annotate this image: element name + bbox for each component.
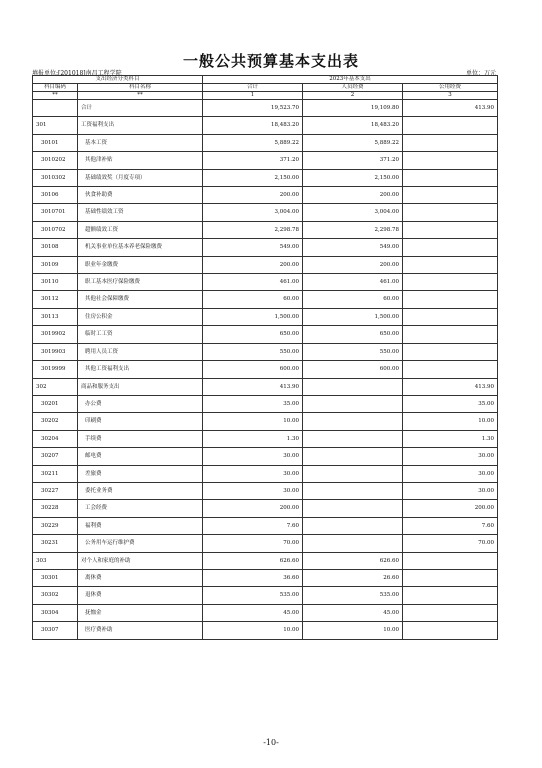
cell-public: 30.00 [403,465,498,482]
cell-code: 30227 [33,482,78,499]
cell-total: 5,889.22 [203,134,303,151]
cell-public: 200.00 [403,500,498,517]
cell-personnel: 10.00 [303,622,403,639]
cell-name: 医疗费补助 [78,622,203,639]
cell-total: 60.00 [203,291,303,308]
cell-total: 650.00 [203,326,303,343]
cell-name: 离休费 [78,569,203,586]
header-basic-expenditure-year: 2023年基本支出 [203,76,498,84]
table-row [33,413,498,430]
cell-code: 303 [33,552,78,569]
cell-name: 工资福利支出 [78,117,203,134]
header-total: 合计 [203,84,303,92]
cell-code: 30110 [33,274,78,291]
cell-code: 30201 [33,395,78,412]
cell-code: 3019902 [33,326,78,343]
cell-personnel [303,535,403,552]
table-row [33,117,498,134]
cell-public: 10.00 [403,413,498,430]
header-columns-row [33,84,498,92]
cell-code: 30301 [33,569,78,586]
cell-public [403,361,498,378]
cell-total: 18,483.20 [203,117,303,134]
cell-personnel: 550.00 [303,343,403,360]
cell-code: 30109 [33,256,78,273]
cell-public [403,552,498,569]
cell-code: 30108 [33,239,78,256]
cell-public [403,587,498,604]
cell-code: 3010702 [33,221,78,238]
cell-public [403,308,498,325]
cell-name: 职业年金缴费 [78,256,203,273]
cell-total: 36.60 [203,569,303,586]
cell-personnel: 650.00 [303,326,403,343]
cell-personnel: 2,298.78 [303,221,403,238]
cell-code: 302 [33,378,78,395]
cell-personnel: 45.00 [303,604,403,621]
table-row [33,395,498,412]
cell-code: 3019903 [33,343,78,360]
cell-name: 抚恤金 [78,604,203,621]
cell-total: 10.00 [203,413,303,430]
cell-public: 30.00 [403,482,498,499]
mark-code: ** [33,92,78,100]
cell-name: 住房公积金 [78,308,203,325]
budget-table [32,75,498,640]
table-row [33,430,498,447]
header-public: 公用经费 [403,84,498,92]
cell-code: 3010302 [33,169,78,186]
cell-public: 413.90 [403,378,498,395]
table-row [33,308,498,325]
cell-name: 商品和服务支出 [78,378,203,395]
cell-personnel: 626.60 [303,552,403,569]
table-row [33,326,498,343]
cell-name: 其他社会保障缴费 [78,291,203,308]
table-row [33,134,498,151]
cell-personnel: 600.00 [303,361,403,378]
cell-personnel: 19,109.80 [303,100,403,117]
page-number: -10- [263,738,279,747]
mark-total: 1 [203,92,303,100]
cell-personnel: 1,500.00 [303,308,403,325]
cell-public [403,604,498,621]
cell-name: 手续费 [78,430,203,447]
currency-unit: 单位：万元 [465,70,496,77]
cell-name: 聘用人员工资 [78,343,203,360]
cell-public [403,187,498,204]
cell-public [403,569,498,586]
table-row [33,604,498,621]
cell-code: 30228 [33,500,78,517]
cell-code: 30307 [33,622,78,639]
table-row [33,152,498,169]
cell-code: 30229 [33,517,78,534]
table-row [33,274,498,291]
cell-personnel [303,448,403,465]
cell-personnel: 549.00 [303,239,403,256]
cell-name: 其他津补贴 [78,152,203,169]
cell-public [403,117,498,134]
cell-total: 549.00 [203,239,303,256]
cell-public: 35.00 [403,395,498,412]
cell-personnel: 2,150.00 [303,169,403,186]
table-row [33,448,498,465]
table-row [33,221,498,238]
cell-total: 10.00 [203,622,303,639]
table-row [33,187,498,204]
cell-total: 550.00 [203,343,303,360]
table-row [33,482,498,499]
cell-total: 200.00 [203,256,303,273]
cell-public [403,343,498,360]
cell-name: 基础性绩效工资 [78,204,203,221]
cell-personnel: 60.00 [303,291,403,308]
cell-total: 30.00 [203,482,303,499]
cell-public: 1.30 [403,430,498,447]
cell-public: 413.90 [403,100,498,117]
table-row [33,378,498,395]
cell-public [403,622,498,639]
cell-personnel [303,413,403,430]
table-body [33,100,498,640]
cell-personnel: 200.00 [303,187,403,204]
cell-name: 其他工资福利支出 [78,361,203,378]
cell-public [403,256,498,273]
cell-total: 535.00 [203,587,303,604]
cell-code: 30302 [33,587,78,604]
cell-name: 公务用车运行维护费 [78,535,203,552]
cell-total: 30.00 [203,465,303,482]
cell-total: 600.00 [203,361,303,378]
cell-code: 30202 [33,413,78,430]
cell-name: 临时工工资 [78,326,203,343]
cell-name: 基础绩效奖（月度专项） [78,169,203,186]
table-row [33,517,498,534]
cell-code: 30204 [33,430,78,447]
cell-code [33,100,78,117]
header-economic-classification: 支出经济分类科目 [33,76,203,84]
cell-code: 30304 [33,604,78,621]
cell-personnel: 26.60 [303,569,403,586]
cell-personnel [303,517,403,534]
cell-total: 200.00 [203,187,303,204]
header-marks-row [33,92,498,100]
cell-personnel: 200.00 [303,256,403,273]
cell-name: 印刷费 [78,413,203,430]
cell-code: 301 [33,117,78,134]
cell-total: 1,500.00 [203,308,303,325]
table-row [33,256,498,273]
cell-code: 30207 [33,448,78,465]
cell-public [403,169,498,186]
cell-code: 30231 [33,535,78,552]
cell-personnel [303,395,403,412]
cell-public: 30.00 [403,448,498,465]
cell-public [403,152,498,169]
cell-total: 3,004.00 [203,204,303,221]
cell-name: 办公费 [78,395,203,412]
cell-personnel: 18,483.20 [303,117,403,134]
header-group-row [33,76,498,84]
table-row [33,622,498,639]
cell-personnel: 5,889.22 [303,134,403,151]
cell-name: 伙食补助费 [78,187,203,204]
cell-total: 35.00 [203,395,303,412]
table-row [33,239,498,256]
cell-public [403,134,498,151]
cell-total: 461.00 [203,274,303,291]
cell-code: 30211 [33,465,78,482]
mark-name: ** [78,92,203,100]
cell-total: 2,150.00 [203,169,303,186]
cell-total: 200.00 [203,500,303,517]
cell-code: 30112 [33,291,78,308]
cell-personnel: 3,004.00 [303,204,403,221]
cell-public: 7.60 [403,517,498,534]
cell-personnel [303,500,403,517]
cell-name: 机关事业单位基本养老保险缴费 [78,239,203,256]
cell-name: 退休费 [78,587,203,604]
cell-total: 626.60 [203,552,303,569]
cell-name: 福利费 [78,517,203,534]
table-row [33,204,498,221]
cell-personnel [303,482,403,499]
cell-code: 30113 [33,308,78,325]
cell-public [403,239,498,256]
cell-name: 差旅费 [78,465,203,482]
cell-personnel: 461.00 [303,274,403,291]
cell-name: 职工基本医疗保险缴费 [78,274,203,291]
cell-name: 超额绩效工资 [78,221,203,238]
cell-total: 1.30 [203,430,303,447]
cell-public [403,204,498,221]
mark-public: 3 [403,92,498,100]
cell-public [403,221,498,238]
cell-public [403,326,498,343]
cell-code: 30106 [33,187,78,204]
table-row [33,291,498,308]
header-personnel: 人员经费 [303,84,403,92]
cell-code: 3019999 [33,361,78,378]
cell-total: 70.00 [203,535,303,552]
cell-personnel [303,378,403,395]
cell-code: 30101 [33,134,78,151]
cell-personnel [303,430,403,447]
cell-total: 2,298.78 [203,221,303,238]
table-row [33,465,498,482]
cell-public: 70.00 [403,535,498,552]
cell-total: 30.00 [203,448,303,465]
cell-total: 45.00 [203,604,303,621]
cell-public [403,274,498,291]
cell-code: 3010701 [33,204,78,221]
header-name: 科目名称 [78,84,203,92]
cell-personnel [303,465,403,482]
cell-public [403,291,498,308]
cell-name: 邮电费 [78,448,203,465]
table-row [33,500,498,517]
table-header [33,76,498,100]
table-row [33,552,498,569]
table-row [33,569,498,586]
cell-name: 合计 [78,100,203,117]
reporting-unit: 填报单位:[201018]南昌工程学院 [32,70,122,77]
cell-personnel: 535.00 [303,587,403,604]
mark-personnel: 2 [303,92,403,100]
document-title: 一般公共预算基本支出表 [182,52,359,70]
cell-personnel: 371.20 [303,152,403,169]
cell-name: 工会经费 [78,500,203,517]
cell-total: 19,523.70 [203,100,303,117]
table-row [33,535,498,552]
table-row [33,361,498,378]
header-code: 科目编码 [33,84,78,92]
table-row [33,343,498,360]
cell-total: 7.60 [203,517,303,534]
table-row [33,100,498,117]
cell-name: 基本工资 [78,134,203,151]
cell-total: 371.20 [203,152,303,169]
cell-code: 3010202 [33,152,78,169]
cell-total: 413.90 [203,378,303,395]
cell-name: 委托业务费 [78,482,203,499]
cell-name: 对个人和家庭的补助 [78,552,203,569]
table-row [33,587,498,604]
table-row [33,169,498,186]
